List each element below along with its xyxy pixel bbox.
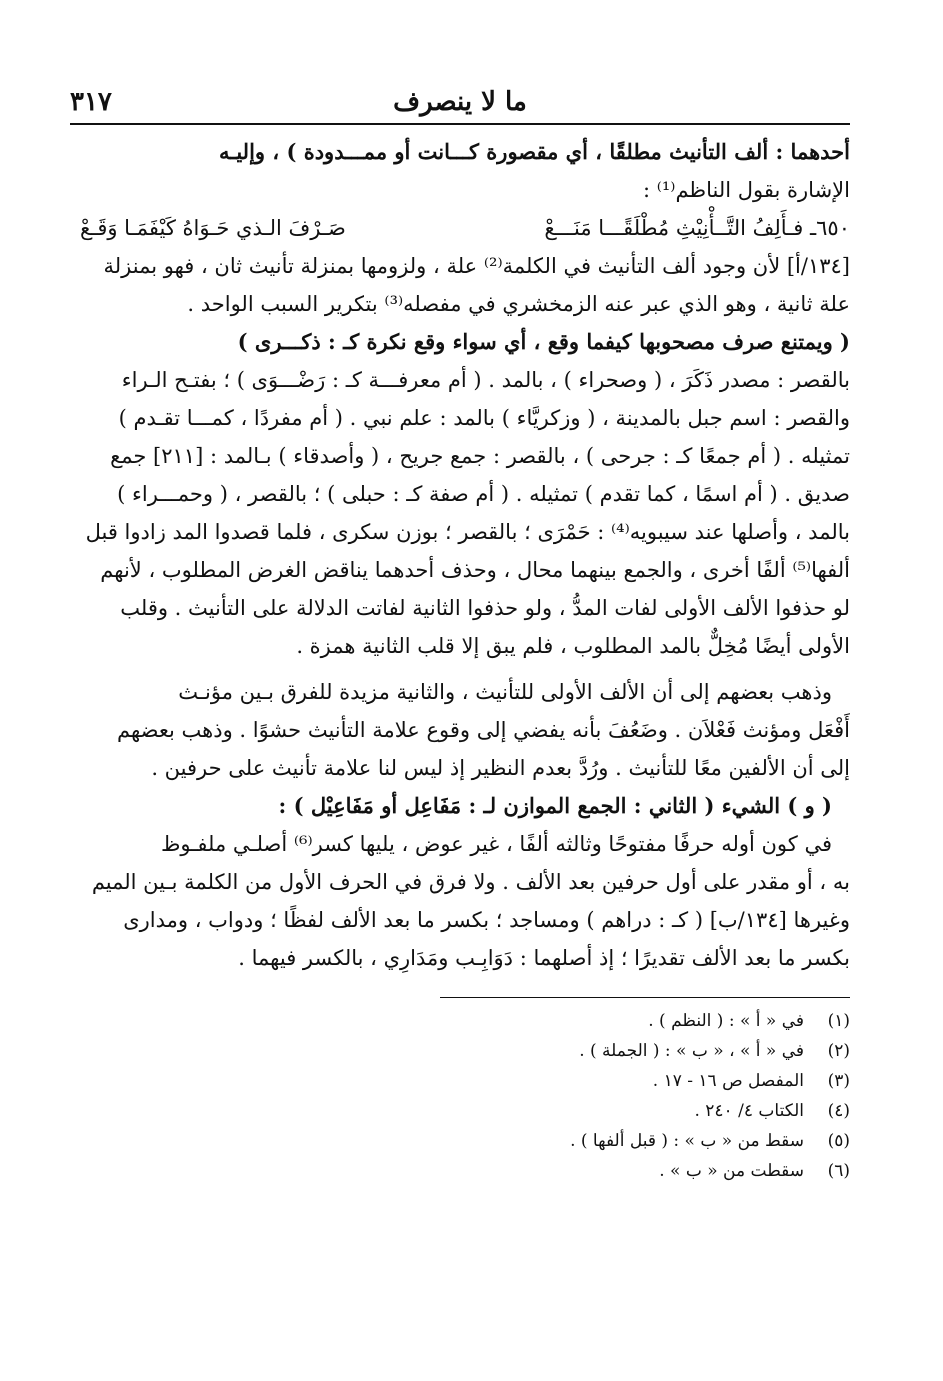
text-line: إلى أن الألفين معًا للتأنيث . ورُدَّ بعدم النظير إذ ليس لنا علامة تأنيث على حرفين . [151, 756, 850, 780]
text-line: ( و ) الشيء ( الثاني : الجمع الموازن لـ : مَفَاعِل أو مَفَاعِيْل ) : [278, 793, 832, 818]
page [70, 85, 850, 1186]
footnote-number: (٤) [827, 1101, 850, 1121]
footnote-separator [440, 997, 850, 998]
text-line: [١٣٤/أ] لأن وجود ألف التأنيث في الكلمة⁽²⁾ علة ، ولزومها بمنزلة تأنيث ثان ، فهو بمنزلة [103, 254, 850, 278]
text-line: بالقصر : مصدر ذَكَرَ ، ( وصحراء ) ، بالمد . ( أم معرفـــة كـ : رَضْـــوَى ) ؛ بفتـح الـراء [121, 368, 850, 392]
text-line: الأولى أيضًا مُخِلٌّ بالمد المطلوب ، فلم يبق إلا قلب الثانية همزة . [296, 634, 850, 658]
text-line: تمثيله . ( أم جمعًا كـ : جرحى ) ، بالقصر : جمع جريح ، ( وأصدقاء ) بـالمد : [٢١١] جمع [110, 444, 850, 468]
text-line: صديق . ( أم اسمًا ، كما تقدم ) تمثيله . ( أم صفة كـ : حبلى ) ؛ بالقصر ، ( وحمـــراء ) [117, 482, 850, 506]
text-line: وغيرها [١٣٤/ب] ( كـ : دراهم ) ومساجد ؛ بكسر ما بعد الألف لفظًا ؛ ودواب ، ومدارى [123, 908, 850, 932]
footnotes [70, 1006, 850, 1186]
page-header [70, 85, 850, 125]
footnote-text: في « أ » ، « ب » : ( الجملة ) . [579, 1041, 804, 1061]
verse-second-hemistich: صَـرْفَ الـذي حَـوَاهُ كَيْفَمَـا وَقَـعْ [80, 216, 346, 240]
footnote-text: الكتاب ٤/ ٢٤٠ . [694, 1101, 804, 1121]
footnote [70, 1066, 850, 1096]
footnote-number: (٣) [827, 1071, 850, 1091]
footnote-number: (١) [827, 1011, 850, 1031]
footnote-text: في « أ » : ( النظم ) . [648, 1011, 804, 1031]
page-number: ٣١٧ [70, 87, 112, 117]
text-line: بكسر ما بعد الألف تقديرًا ؛ إذ أصلهما : دَوَابِـب ومَدَارِي ، بالكسر فيهما . [238, 946, 850, 970]
footnote-text: سقطت من « ب » . [659, 1161, 804, 1181]
footnote-number: (٦) [827, 1161, 850, 1181]
body-text [70, 125, 850, 977]
footnote [70, 1126, 850, 1156]
footnote-text: المفصل ص ١٦ - ١٧ . [652, 1071, 804, 1091]
text-line: أَفْعَل ومؤنث فَعْلاَن . وضَعُفَ بأنه يفضي إلى وقوع علامة التأنيث حشوًا . وذهب بعضهم [117, 718, 850, 742]
text-line: به ، أو مقدر على أول حرفين بعد الألف . ولا فرق في الحرف الأول من الكلمة بـين الميم [91, 870, 850, 894]
footnote-number: (٥) [827, 1131, 850, 1151]
text-line: لو حذفوا الألف الأولى لفات المدُّ ، ولو حذفوا الثانية لفاتت الدلالة على التأنيث . وقلب [120, 596, 850, 620]
verse-first-hemistich: ٦٥٠ـ فـأَلِفُ التَّــأْنِيْثِ مُطْلَقًـــا مَنَـــعْ [544, 216, 850, 240]
text-line: علة ثانية ، وهو الذي عبر عنه الزمخشري في مفصله⁽³⁾ بتكرير السبب الواحد . [187, 292, 850, 316]
text-line: في كون أوله حرفًا مفتوحًا وثالثه ألفًا ، غير عوض ، يليها كسر⁽⁶⁾ أصلـي ملفـوظ [161, 832, 832, 856]
poem-verse [70, 209, 850, 247]
footnote [70, 1036, 850, 1066]
text-line: بالمد ، وأصلها عند سيبويه⁽⁴⁾ : حَمْرَى ؛ بالقصر ؛ بوزن سكرى ، فلما قصدوا المد زادوا قبل [85, 520, 850, 544]
text-line: وذهب بعضهم إلى أن الألف الأولى للتأنيث ، والثانية مزيدة للفرق بـين مؤنـث [178, 680, 832, 704]
footnote [70, 1006, 850, 1036]
text-line: الإشارة بقول الناظم⁽¹⁾ : [642, 178, 850, 202]
text-line: ألفها⁽⁵⁾ ألفًا أخرى ، والجمع بينهما محال ، وحذف أحدهما يناقض الغرض المطلوب ، لأنهم [100, 558, 850, 582]
text-line: أحدهما : ألف التأنيث مطلقًا ، أي مقصورة كـــانت أو ممـــدودة ) ، وإليـه [218, 139, 850, 164]
footnote [70, 1156, 850, 1186]
footnote-number: (٢) [827, 1041, 850, 1061]
footnote [70, 1096, 850, 1126]
text-line: والقصر : اسم جبل بالمدينة ، ( وزكريَّاء ) بالمد : علم نبي . ( أم مفردًا ، كمـــا تقـدم ) [118, 406, 850, 430]
footnote-text: سقط من « ب » : ( قبل ألفها ) . [570, 1131, 804, 1151]
text-line: ( ويمتنع صرف مصحوبها كيفما وقع ، أي سواء وقع نكرة كـ : ذكـــرى ) [237, 329, 850, 354]
chapter-title: ما لا ينصرف [393, 87, 527, 117]
